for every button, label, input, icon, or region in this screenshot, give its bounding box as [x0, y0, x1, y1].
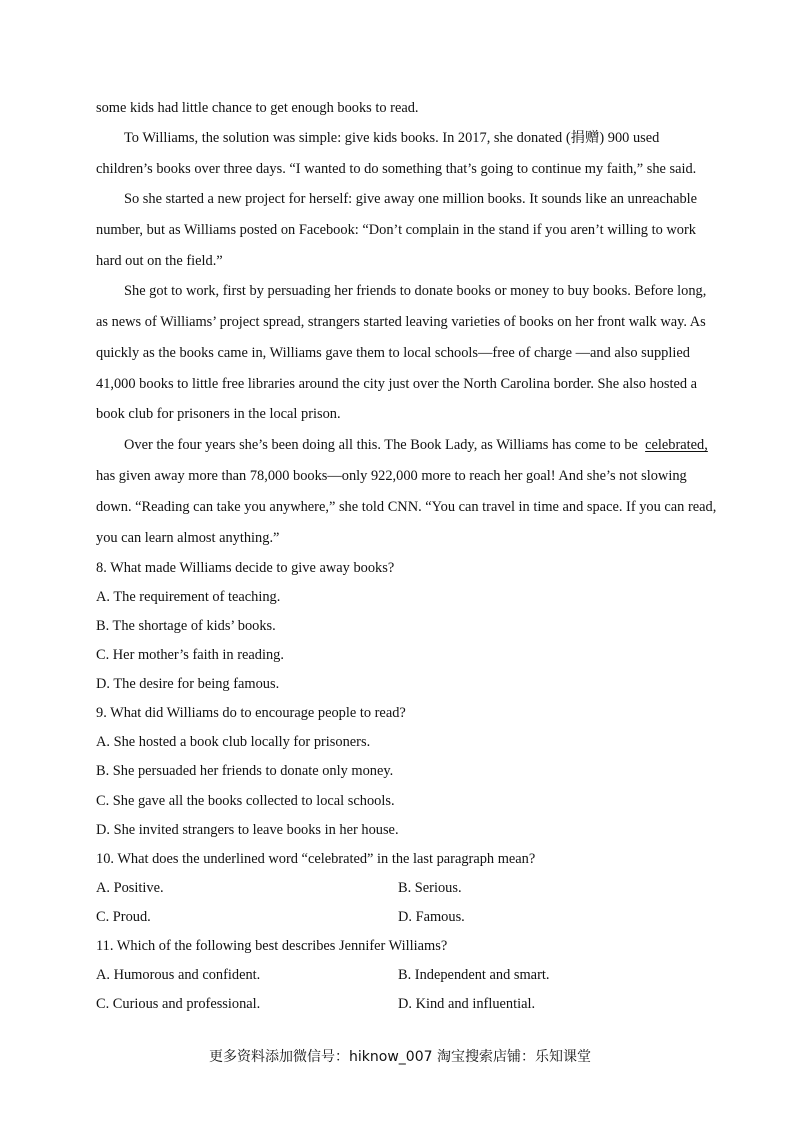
passage-text: Over the four years she’s been doing all this. The Book Lady, as Williams has come to be [124, 437, 638, 453]
answer-option: C. Proud. [96, 909, 151, 925]
question-stem: 10. What does the underlined word “celebrated” in the last paragraph mean? [96, 851, 536, 867]
answer-option: D. Famous. [398, 909, 465, 925]
passage-line: has given away more than 78,000 books—only 922,000 more to reach her goal! And she’s not slowing [96, 468, 687, 484]
answer-option: B. She persuaded her friends to donate only money. [96, 763, 394, 779]
answer-option: A. She hosted a book club locally for prisoners. [96, 734, 371, 750]
answer-option: A. The requirement of teaching. [96, 589, 281, 605]
question-stem: 8. What made Williams decide to give away books? [96, 560, 395, 576]
underlined-word-celebrated: celebrated, [645, 437, 708, 453]
passage-line: book club for prisoners in the local prison. [96, 406, 341, 422]
answer-option: D. The desire for being famous. [96, 676, 280, 692]
passage-line: down. “Reading can take you anywhere,” she told CNN. “You can travel in time and space. If you can read, [96, 499, 717, 515]
question-stem: 11. Which of the following best describes Jennifer Williams? [96, 938, 448, 954]
passage-line: To Williams, the solution was simple: give kids books. In 2017, she donated (捐赠) 900 used [124, 130, 660, 146]
page-footer: 更多资料添加微信号：hiknow_007 淘宝搜索店铺：乐知课堂 [209, 1049, 591, 1065]
passage-line: She got to work, first by persuading her friends to donate books or money to buy books. Before long, [124, 283, 707, 299]
answer-option: C. Curious and professional. [96, 996, 261, 1012]
passage-line: hard out on the field.” [96, 253, 223, 269]
answer-option: C. She gave all the books collected to local schools. [96, 793, 395, 809]
answer-option: D. Kind and influential. [398, 996, 536, 1012]
answer-option: C. Her mother’s faith in reading. [96, 647, 284, 663]
answer-option: B. The shortage of kids’ books. [96, 618, 276, 634]
passage-line: as news of Williams’ project spread, strangers started leaving varieties of books on her front walk way. As [96, 314, 706, 330]
passage-line: So she started a new project for herself: give away one million books. It sounds like an unreachable [124, 191, 698, 207]
passage-line: you can learn almost anything.” [96, 530, 280, 546]
passage-line: quickly as the books came in, Williams gave them to local schools—free of charge —and also supplied [96, 345, 690, 361]
passage-line: 41,000 books to little free libraries around the city just over the North Carolina border. She also hosted a [96, 376, 698, 392]
answer-option: A. Positive. [96, 880, 164, 896]
passage-line: number, but as Williams posted on Facebook: “Don’t complain in the stand if you aren’t willing to work [96, 222, 696, 238]
answer-option: A. Humorous and confident. [96, 967, 261, 983]
answer-option: D. She invited strangers to leave books in her house. [96, 822, 399, 838]
passage-line [124, 436, 708, 454]
answer-option: B. Serious. [398, 880, 462, 896]
question-stem: 9. What did Williams do to encourage people to read? [96, 705, 406, 721]
passage-line: some kids had little chance to get enough books to read. [96, 100, 419, 116]
passage-line: children’s books over three days. “I wanted to do something that’s going to continue my faith,” she said. [96, 161, 697, 177]
answer-option: B. Independent and smart. [398, 967, 550, 983]
